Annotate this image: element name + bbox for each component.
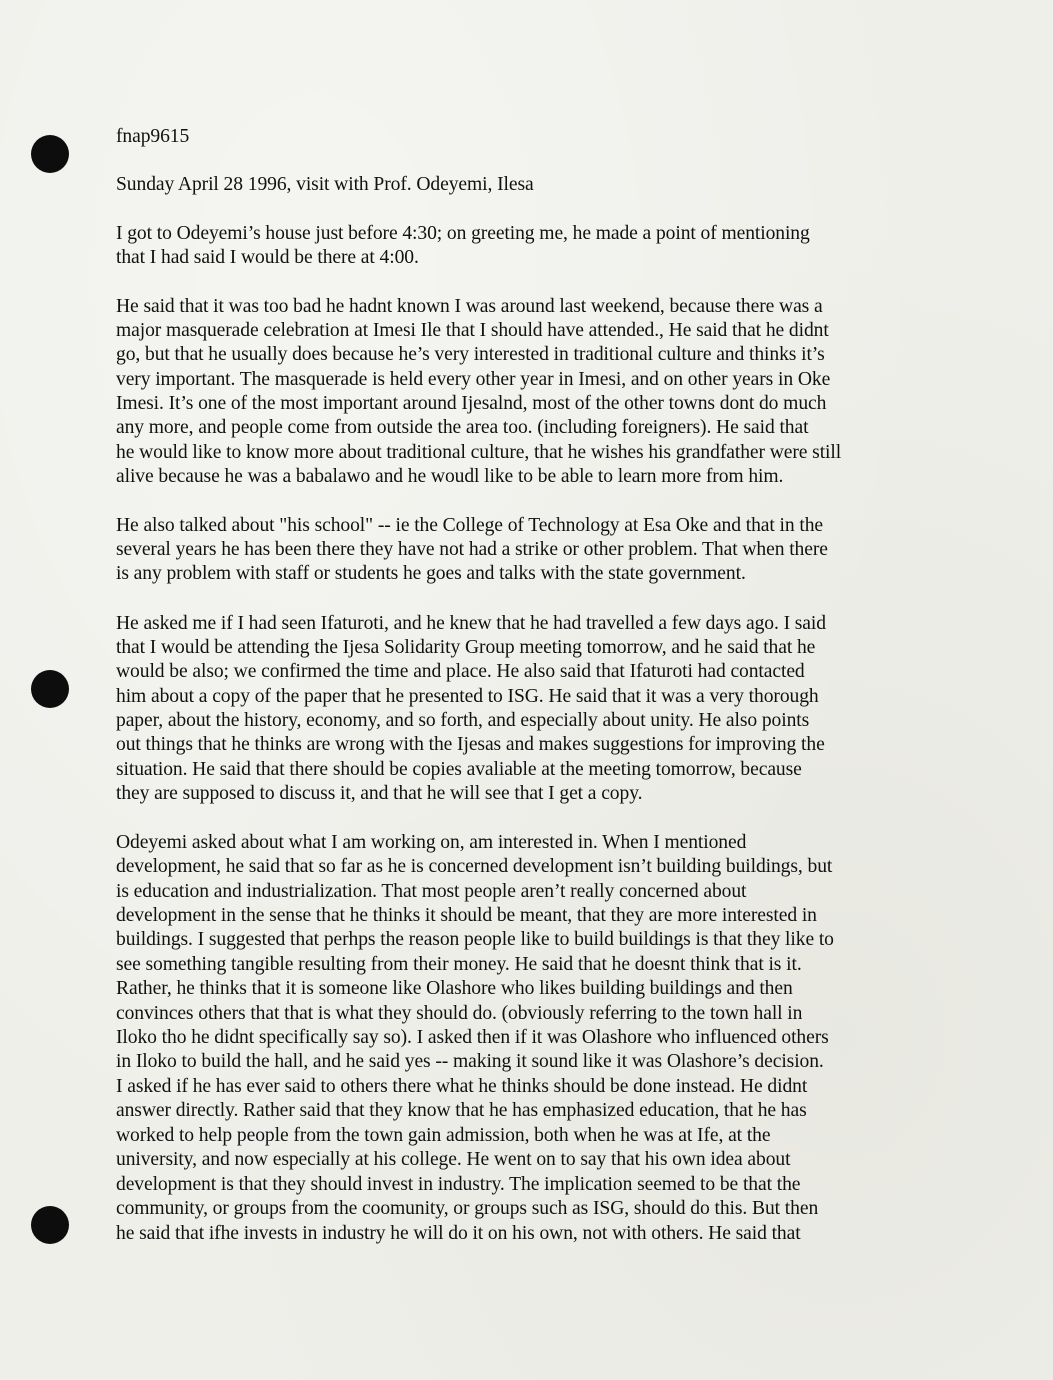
text-line: go, but that he usually does because he’s very interested in traditional culture and thinks it’s <box>116 344 825 365</box>
text-line: Iloko tho he didnt specifically say so). I asked then if it was Olashore who influenced others <box>116 1027 829 1048</box>
text-line: community, or groups from the coomunity, or groups such as ISG, should do this. But then <box>116 1198 819 1219</box>
text-line: would be also; we confirmed the time and place. He also said that Ifaturoti had contacted <box>116 661 805 682</box>
text-line: alive because he was a babalawo and he woudl like to be able to learn more from him. <box>116 466 784 487</box>
text-line: buildings. I suggested that perhps the reason people like to build buildings is that they like to <box>116 929 834 950</box>
binder-punch-hole-bottom <box>31 1206 69 1244</box>
text-line: he said that ifhe invests in industry he will do it on his own, not with others. He said that <box>116 1223 801 1244</box>
text-line: is any problem with staff or students he goes and talks with the state government. <box>116 563 746 584</box>
text-line: Imesi. It’s one of the most important around Ijesalnd, most of the other towns dont do much <box>116 393 827 414</box>
text-line: any more, and people come from outside the area too. (including foreigners). He said that <box>116 417 809 438</box>
text-line: convinces others that that is what they should do. (obviously referring to the town hall in <box>116 1003 803 1024</box>
text-line: him about a copy of the paper that he presented to ISG. He said that it was a very thorough <box>116 686 819 707</box>
binder-punch-hole-middle <box>31 670 69 708</box>
text-line: very important. The masquerade is held every other year in Imesi, and on other years in Oke <box>116 369 831 390</box>
text-line: paper, about the history, economy, and so forth, and especially about unity. He also points <box>116 710 810 731</box>
document-id: fnap9615 <box>116 126 190 147</box>
text-line: in Iloko to build the hall, and he said yes -- making it sound like it was Olashore’s decision. <box>116 1051 824 1072</box>
text-line: answer directly. Rather said that they know that he has emphasized education, that he has <box>116 1100 807 1121</box>
text-line: situation. He said that there should be copies avaliable at the meeting tomorrow, because <box>116 759 802 780</box>
text-line: I got to Odeyemi’s house just before 4:30; on greeting me, he made a point of mentioning <box>116 223 810 244</box>
text-line: several years he has been there they have not had a strike or other problem. That when there <box>116 539 828 560</box>
text-line: he would like to know more about traditional culture, that he wishes his grandfather were still <box>116 442 842 463</box>
text-line: He also talked about "his school" -- ie the College of Technology at Esa Oke and that in the <box>116 515 823 536</box>
text-line: that I had said I would be there at 4:00. <box>116 247 419 268</box>
text-line: He said that it was too bad he hadnt known I was around last weekend, because there was a <box>116 296 823 317</box>
text-line: development is that they should invest in industry. The implication seemed to be that the <box>116 1174 801 1195</box>
text-line: I asked if he has ever said to others there what he thinks should be done instead. He didnt <box>116 1076 808 1097</box>
text-line: major masquerade celebration at Imesi Ile that I should have attended., He said that he didnt <box>116 320 829 341</box>
text-line: university, and now especially at his college. He went on to say that his own idea about <box>116 1149 791 1170</box>
text-line: is education and industrialization. That most people aren’t really concerned about <box>116 881 747 902</box>
text-line: that I would be attending the Ijesa Solidarity Group meeting tomorrow, and he said that he <box>116 637 816 658</box>
text-line: they are supposed to discuss it, and that he will see that I get a copy. <box>116 783 643 804</box>
text-line: development, he said that so far as he is concerned development isn’t building buildings, but <box>116 856 833 877</box>
text-line: development in the sense that he thinks it should be meant, that they are more interested in <box>116 905 817 926</box>
document-heading: Sunday April 28 1996, visit with Prof. Odeyemi, Ilesa <box>116 174 534 195</box>
text-line: He asked me if I had seen Ifaturoti, and he knew that he had travelled a few days ago. I said <box>116 613 826 634</box>
text-line: Rather, he thinks that it is someone like Olashore who likes building buildings and then <box>116 978 793 999</box>
text-line: worked to help people from the town gain admission, both when he was at Ife, at the <box>116 1125 771 1146</box>
text-line: see something tangible resulting from their money. He said that he doesnt think that is it. <box>116 954 802 975</box>
binder-punch-hole-top <box>31 135 69 173</box>
text-line: out things that he thinks are wrong with the Ijesas and makes suggestions for improving the <box>116 734 825 755</box>
text-line: Odeyemi asked about what I am working on, am interested in. When I mentioned <box>116 832 747 853</box>
